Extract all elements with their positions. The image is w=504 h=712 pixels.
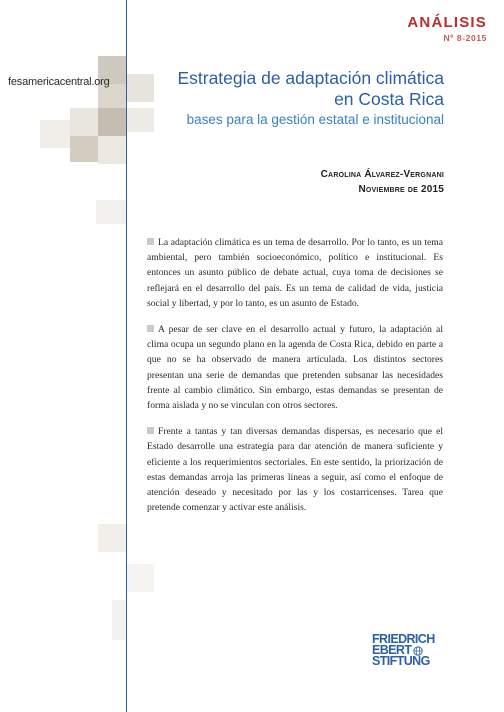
- page-subtitle: bases para la gestión estatal e institucional: [186, 112, 444, 127]
- publication-date: Noviembre de 2015: [358, 184, 444, 195]
- page-title: [114, 68, 444, 110]
- fes-logo: [372, 634, 448, 667]
- title-line-2: en Costa Rica: [334, 89, 444, 109]
- series-label: ANÁLISIS: [407, 14, 487, 31]
- decor-square: [98, 136, 126, 164]
- website-label: fesamericacentral.org: [8, 76, 110, 88]
- logo-line-3: STIFTUNG: [372, 654, 430, 668]
- summary-paragraph: La adaptación climática es un tema de desarrollo. Por lo tanto, es un tema ambiental, pero también socioeconómico, político e institucional. Es entonces un asunto público de debate actual, cuya toma de decisiones se reflejará en el desarrollo del país. Es un tema de calidad de vida, justicia social y libertad, y por lo tanto, es un asunto de Estado.: [147, 237, 443, 309]
- summary-paragraph: Frente a tantas y tan diversas demandas dispersas, es necesario que el Estado desarrolle una estrategia para dar atención de manera suficiente y eficiente a los requerimientos sectoriales. En este sentido, la priorización de estas demandas arroja las primeras líneas a seguir, así como el enfoque de atención deseado y necesitado por las y los costarricenses. Tarea que pretende comenzar y activar este análisis.: [147, 426, 443, 514]
- summary-body: [147, 235, 443, 526]
- author-name: Carolina Álvarez-Vergnani: [320, 169, 444, 180]
- series-number: Nº 8-2015: [443, 33, 487, 43]
- decor-square: [126, 564, 154, 592]
- summary-item: [147, 322, 443, 413]
- logo-line-2: EBERT: [372, 643, 412, 657]
- decor-square: [98, 524, 126, 552]
- logo-line-1: FRIEDRICH: [372, 632, 435, 646]
- decor-square: [70, 136, 98, 162]
- summary-item: [147, 235, 443, 311]
- decor-square: [96, 200, 126, 224]
- summary-item: [147, 424, 443, 515]
- summary-paragraph: A pesar de ser clave en el desarrollo actual y futuro, la adaptación al clima ocupa un segundo plano en la agenda de Costa Rica, debido en parte a que no se ha observado de manera articulada. Los distintos sectores presentan una serie de demandas que pretenden subsanar las necesidades frente al cambio climático. Sin embargo, estas demandas se presentan de forma aislada y no se vinculan con otros sectores.: [147, 324, 443, 412]
- decor-square: [112, 600, 126, 640]
- title-line-1: Estrategia de adaptación climática: [177, 68, 444, 88]
- decor-square: [40, 120, 70, 148]
